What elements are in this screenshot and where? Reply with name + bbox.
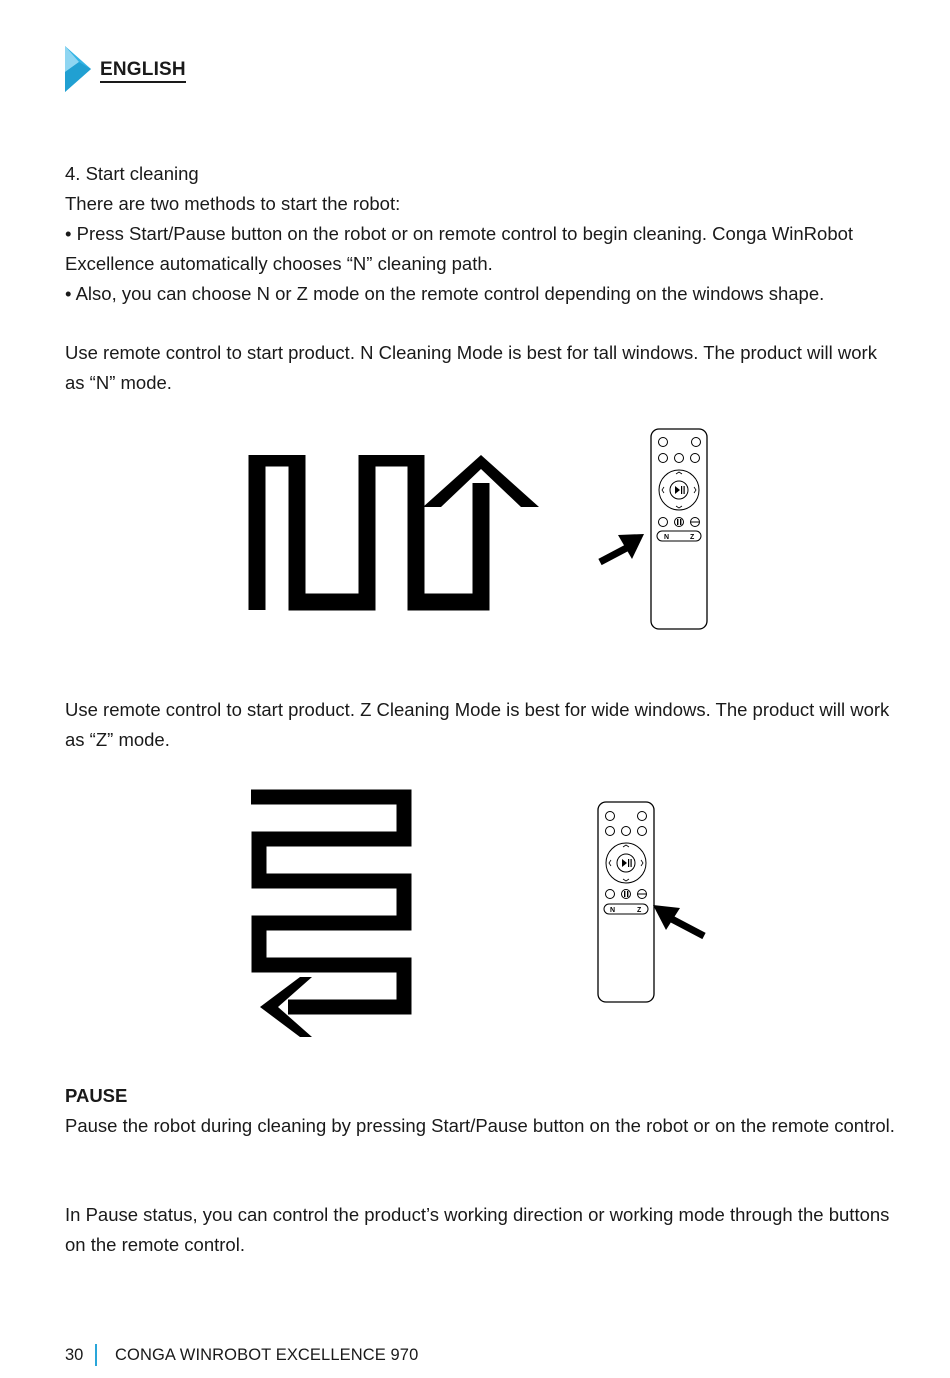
remote-control-n (596, 427, 711, 638)
bullet-mode-choice: • Also, you can choose N or Z mode on the remote control depending on the windows shape. (65, 283, 825, 304)
z-key-label: Z (637, 907, 642, 914)
pause-status-text: In Pause status, you can control the product’s working direction or working mode through the buttons on the remote control. (65, 1204, 890, 1255)
n-path-diagram (248, 455, 543, 620)
footer-product-title: CONGA WINROBOT EXCELLENCE 970 (115, 1345, 419, 1364)
z-key-label: Z (690, 534, 695, 541)
triangle-logo-icon (63, 46, 93, 97)
footer-divider (95, 1344, 97, 1366)
page-number: 30 (65, 1345, 84, 1364)
page-footer (65, 1344, 418, 1366)
bullet-start-pause: • Press Start/Pause button on the robot or on remote control to begin cleaning. Conga WinRobot Excellence automatically chooses “N” cleaning path. (65, 223, 854, 274)
z-mode-description (65, 695, 897, 755)
z-path-diagram (248, 787, 418, 1044)
section-title: 4. Start cleaning (65, 163, 199, 184)
n-key-label: N (610, 907, 616, 914)
remote-control-z (596, 800, 711, 1011)
n-mode-description (65, 338, 897, 398)
pause-text: Pause the robot during cleaning by pressing Start/Pause button on the robot or on the remote control. (65, 1115, 895, 1136)
pointer-arrow-icon (653, 905, 704, 936)
n-key-label: N (664, 534, 670, 541)
language-label: ENGLISH (100, 59, 186, 83)
section-intro: There are two methods to start the robot: (65, 193, 401, 214)
pause-status-section (65, 1200, 897, 1260)
pause-title: PAUSE (65, 1085, 128, 1106)
start-cleaning-section (65, 159, 897, 309)
pause-section (65, 1081, 897, 1141)
n-mode-text: Use remote control to start product. N Cleaning Mode is best for tall windows. The product will work as “N” mode. (65, 342, 877, 393)
pointer-arrow-icon (600, 534, 644, 562)
z-mode-text: Use remote control to start product. Z Cleaning Mode is best for wide windows. The product will work as “Z” mode. (65, 699, 890, 750)
